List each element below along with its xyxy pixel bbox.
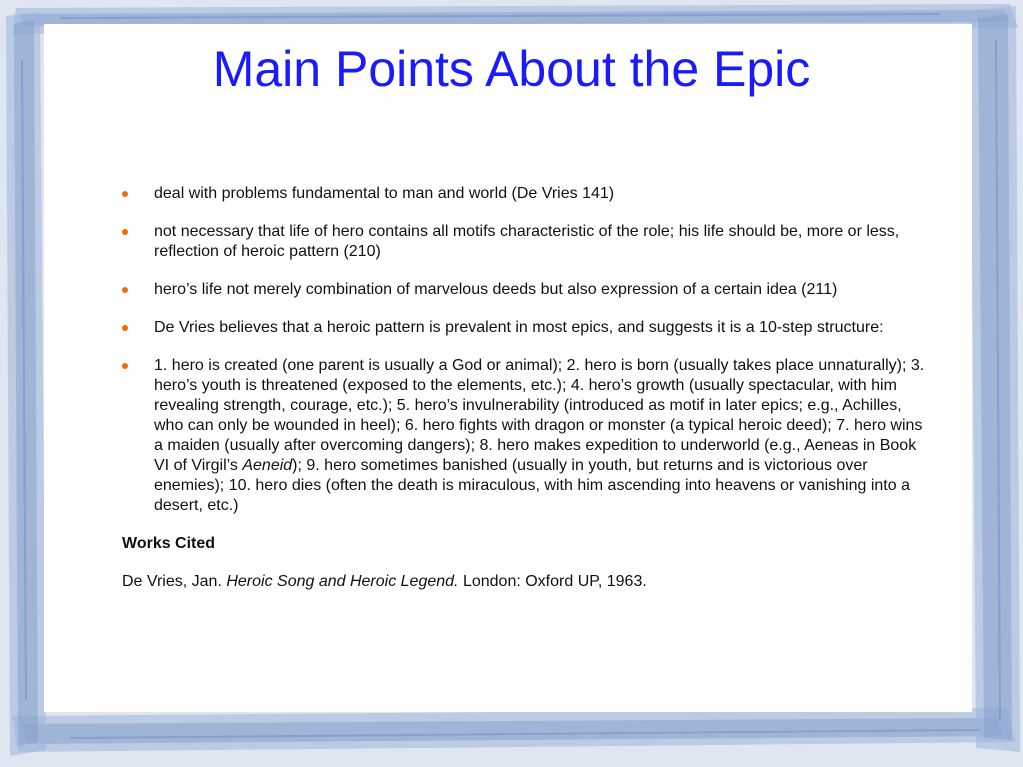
bullet-text-italic-title: Aeneid	[242, 457, 293, 474]
works-cited-heading: Works Cited	[122, 535, 216, 552]
bullet-text: not necessary that life of hero contains all motifs characteristic of the role; his life should be, more or less, reflection of heroic pattern (210)	[154, 223, 900, 260]
bullet-item-heroic-pattern	[122, 356, 932, 516]
slide-content	[122, 184, 932, 592]
citation-book-title: Heroic Song and Heroic Legend.	[226, 573, 459, 590]
bullet-dot-icon	[122, 363, 128, 369]
bullet-dot-icon	[122, 325, 128, 331]
bullet-dot-icon	[122, 229, 128, 235]
bullet-dot-icon	[122, 287, 128, 293]
bullet-text: deal with problems fundamental to man and world (De Vries 141)	[154, 185, 615, 202]
bullet-list	[122, 184, 932, 516]
bullet-item	[122, 280, 932, 300]
citation	[122, 572, 932, 592]
citation-publication: London: Oxford UP, 1963.	[458, 573, 647, 590]
bullet-text-after-italic: ); 9. hero sometimes banished (usually in youth, but returns and is victorious over enemies); 10. hero dies (often the death is miraculous, with him ascending into heavens or vanishing into a desert, etc.)	[154, 457, 910, 514]
bullet-text-before-italic: 1. hero is created (one parent is usually a God or animal); 2. hero is born (usually takes place unnaturally); 3. hero’s youth is threatened (exposed to the elements, etc.); 4. hero’s growth (usually spectacular, with him revealing strength, courage, etc.); 5. hero’s invulnerability (introduced as motif in later epics; e.g., Achilles, who can only be wounded in heel); 6. hero fights with dragon or monster (a typical heroic deed); 7. hero wins a maiden (usually after overcoming dangers); 8. hero makes expedition to underworld (e.g., Aeneas in Book VI of Virgil’s	[154, 357, 925, 474]
bullet-text: De Vries believes that a heroic pattern is prevalent in most epics, and suggests it is a 10-step structure:	[154, 319, 884, 336]
bullet-item	[122, 318, 932, 338]
citation-author: De Vries, Jan.	[122, 573, 227, 590]
slide-title: Main Points About the Epic	[212, 41, 811, 97]
bullet-item	[122, 184, 932, 204]
bullet-dot-icon	[122, 191, 128, 197]
bullet-item	[122, 222, 932, 262]
bullet-text: hero’s life not merely combination of marvelous deeds but also expression of a certain idea (211)	[154, 281, 838, 298]
